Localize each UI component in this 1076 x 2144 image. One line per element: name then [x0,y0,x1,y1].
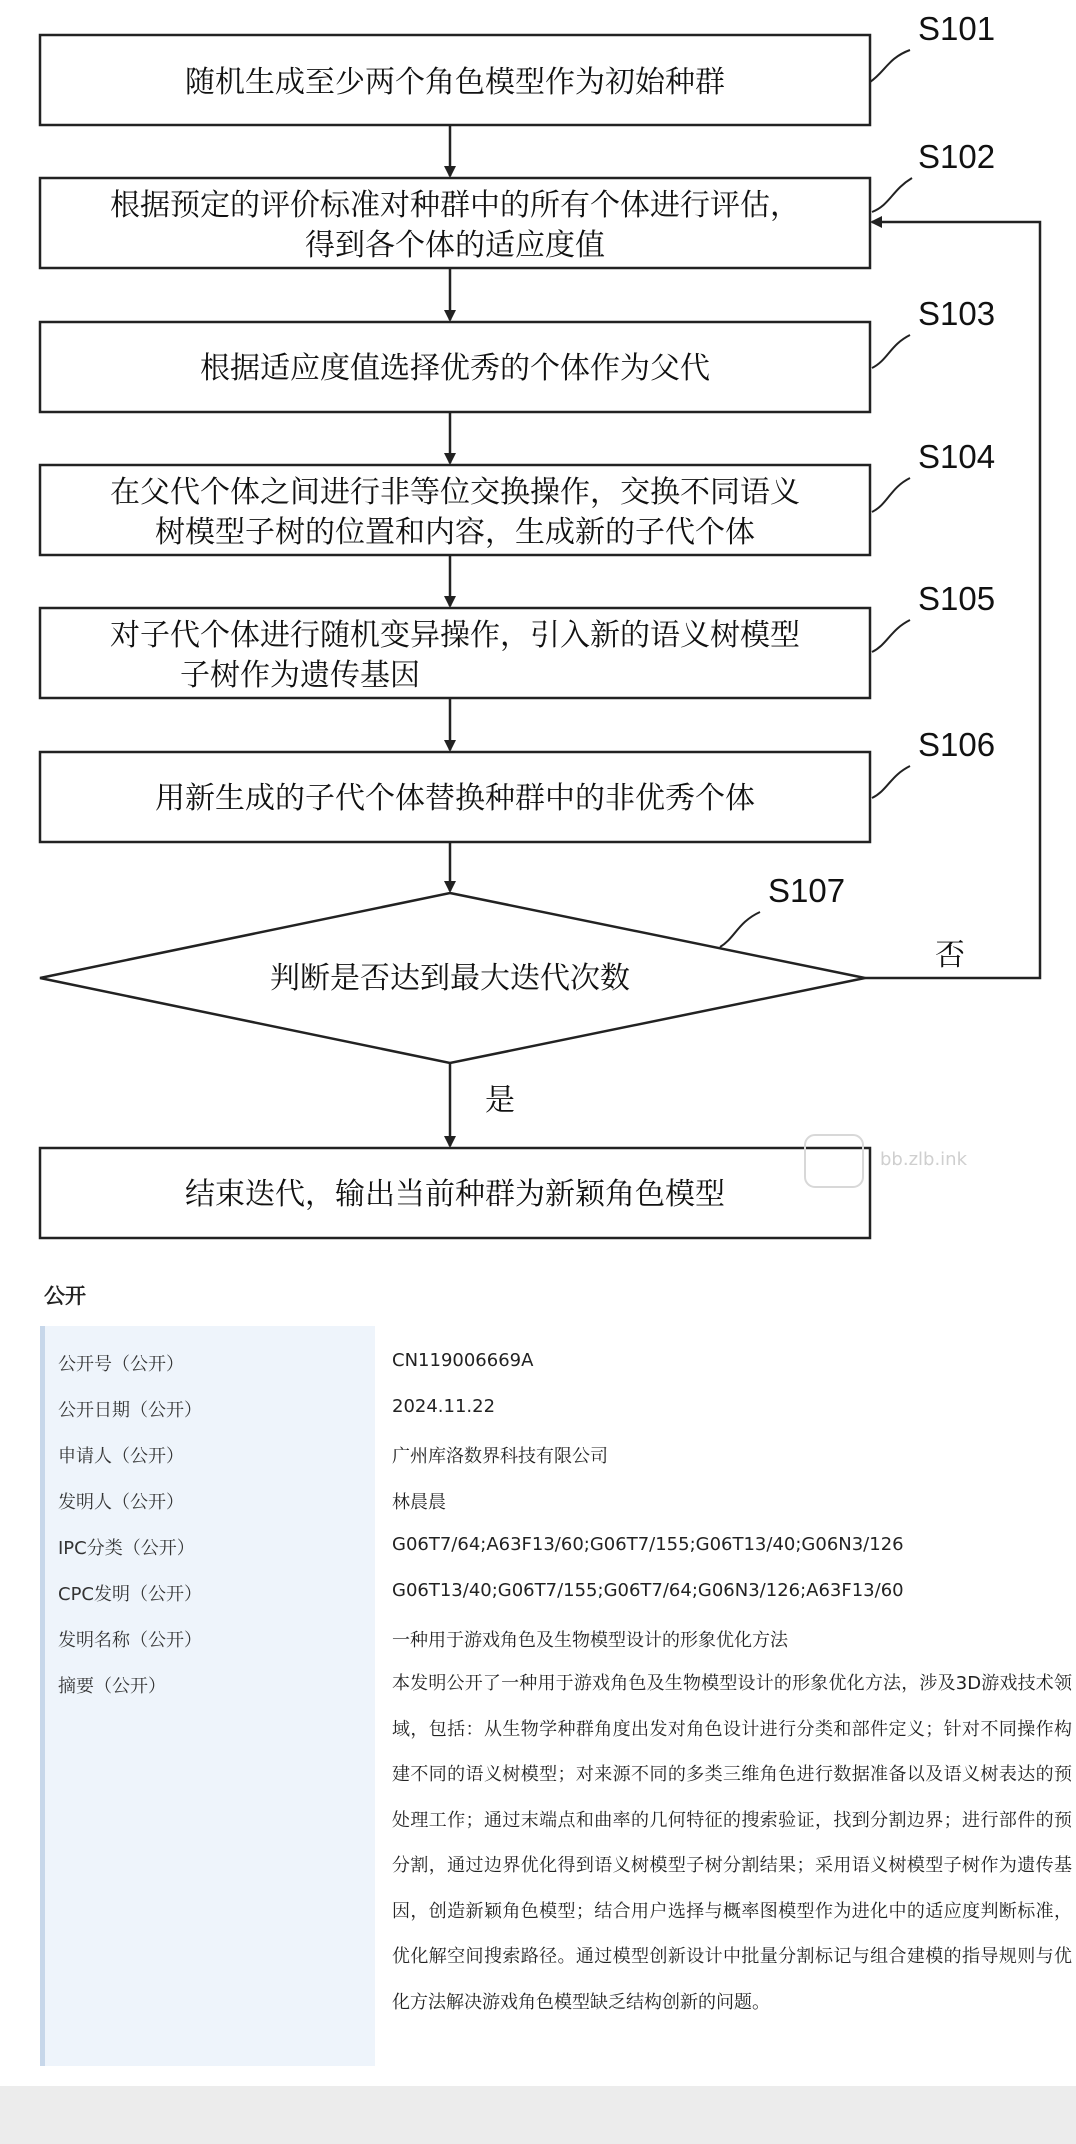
end-box [40,1148,870,1238]
key-applicant: 申请人（公开） [58,1446,184,1467]
leader-s107 [720,912,760,947]
key-abstract: 摘要（公开） [58,1676,166,1697]
label-s105: S105 [918,580,996,617]
decision-s107 [40,893,865,1063]
value-pub-date: 2024.11.22 [392,1396,496,1417]
key-ipc: IPC分类（公开） [58,1538,195,1559]
label-s102: S102 [918,138,996,175]
step-s102-text-line1: 根据预定的评价标准对种群中的所有个体进行评估， [110,188,800,223]
bottom-band [0,2086,1076,2144]
label-s106: S106 [918,726,996,763]
step-s105-text-line2: 子树作为遗传基因 [180,658,420,693]
leader-s101 [870,50,910,82]
step-s104-text-line2: 树模型子树的位置和内容，生成新的子代个体 [155,515,755,550]
key-inventor: 发明人（公开） [58,1492,184,1513]
publication-table [40,1326,1072,2066]
step-s106-text: 用新生成的子代个体替换种群中的非优秀个体 [155,781,755,816]
leader-s106 [872,766,910,798]
step-s105-text-line1: 对子代个体进行随机变异操作，引入新的语义树模型 [110,618,800,653]
value-title: 一种用于游戏角色及生物模型设计的形象优化方法 [392,1630,788,1651]
leader-s105 [872,620,910,652]
step-s106 [40,752,870,842]
value-applicant: 广州库洛数界科技有限公司 [392,1446,608,1467]
step-s101-text: 随机生成至少两个角色模型作为初始种群 [185,65,725,100]
value-pub-number: CN119006669A [392,1350,534,1371]
leader-s104 [872,478,910,512]
value-inventor: 林晨晨 [392,1492,446,1513]
key-title: 发明名称（公开） [58,1630,202,1651]
publication-section [0,1266,1076,2144]
step-s103-text: 根据适应度值选择优秀的个体作为父代 [200,351,710,386]
label-s107: S107 [768,872,846,909]
label-s103: S103 [918,295,996,332]
key-cpc: CPC发明（公开） [58,1584,202,1605]
watermark-text: bb.zlb.ink [880,1149,968,1170]
decision-text: 判断是否达到最大迭代次数 [270,961,630,996]
step-s104-text-line1: 在父代个体之间进行非等位交换操作，交换不同语义 [110,475,800,510]
key-pub-date: 公开日期（公开） [58,1400,202,1421]
value-abstract: 本发明公开了一种用于游戏角色及生物模型设计的形象优化方法，涉及3D游戏技术领域，包括：从生物学种群角度出发对角色设计进行分类和部件定义；针对不同操作构建不同的语义树模型；对来源不同的多类三维角色进行数据准备以及语义树表达的预处理工作；通过末端点和曲率的几何特征的搜索验证，找到分割边界；进行部件的预分割，通过边界优化得到语义树模型子树分割结果；采用语义树模型子树作为遗传基因，创造新颖角色模型；结合用户选择与概率图模型作为进化中的适应度判断标准，优化解空间搜索路径。通过模型创新设计中批量分割标记与组合建模的指导规则与优化方法解决游戏角色模型缺乏结构创新的问题。 [392,1673,1072,2013]
leader-s102 [872,178,912,212]
no-label: 否 [935,938,965,973]
section-title: 公开 [44,1284,86,1308]
label-s104: S104 [918,438,996,475]
value-cpc: G06T13/40;G06T7/155;G06T7/64;G06N3/126;A63F13/60 [392,1580,904,1601]
step-s101 [40,35,870,125]
step-s103 [40,322,870,412]
yes-label: 是 [485,1083,515,1118]
step-s102 [40,178,870,268]
end-text: 结束迭代，输出当前种群为新颖角色模型 [185,1177,725,1212]
label-s101: S101 [918,10,996,47]
leader-s103 [872,335,910,368]
step-s102-text-line2: 得到各个体的适应度值 [305,228,605,263]
value-ipc: G06T7/64;A63F13/60;G06T7/155;G06T13/40;G06N3/126 [392,1534,904,1555]
step-s104 [40,465,870,555]
step-s105 [40,608,870,698]
key-pub-number: 公开号（公开） [58,1354,184,1375]
